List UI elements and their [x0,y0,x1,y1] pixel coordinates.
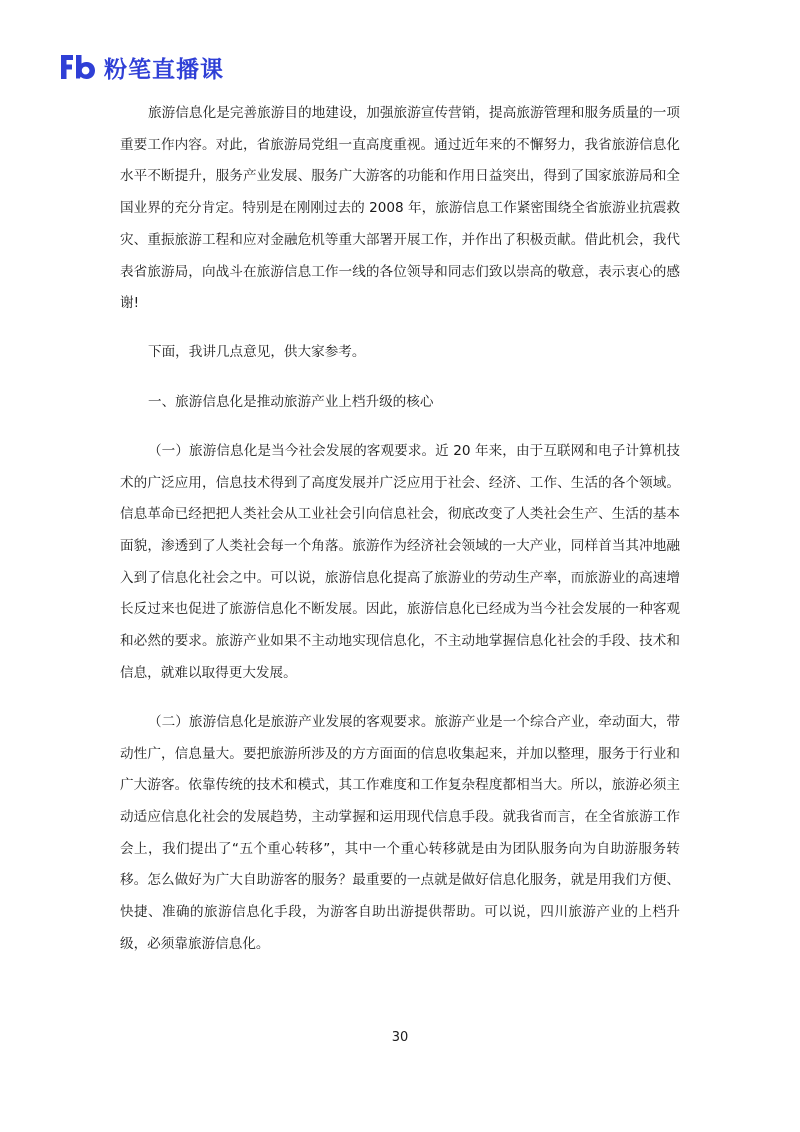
paragraph-intro: 旅游信息化是完善旅游目的地建设，加强旅游宣传营销，提高旅游管理和服务质量的一项重要工作内容。对此，省旅游局党组一直高度重视。通过近年来的不懈努力，我省旅游信息化水平不断提升，服务产业发展、服务广大游客的功能和作用日益突出，得到了国家旅游局和全国业界的充分肯定。特别是在刚刚过去的 2008 年，旅游信息工作紧密围绕全省旅游业抗震救灾、重振旅游工程和应对金融危机等重大部署开展工作，并作出了积极贡献。借此机会，我代表省旅游局，向战斗在旅游信息工作一线的各位领导和同志们致以崇高的敬意，表示衷心的感谢! [120,105,680,312]
section-heading-1: 一、旅游信息化是推动旅游产业上档升级的核心 [148,393,434,410]
page-number: 30 [391,1030,409,1045]
paragraph-subsection-2: （二）旅游信息化是旅游产业发展的客观要求。旅游产业是一个综合产业，牵动面大，带动性广，信息量大。要把旅游所涉及的方方面面的信息收集起来，并加以整理，服务于行业和广大游客。依靠传统的技术和模式，其工作难度和工作复杂程度都相当大。所以，旅游必须主动适应信息化社会的发展趋势，主动掌握和运用现代信息手段。就我省而言，在全省旅游工作会上，我们提出了“五个重心转移”，其中一个重心转移就是由为团队服务向为自助游服务转移。怎么做好为广大自助游客的服务？最重要的一点就是做好信息化服务，就是用我们方便、快捷、准确的旅游信息化手段，为游客自助出游提供帮助。可以说，四川旅游产业的上档升级，必须靠旅游信息化。 [120,713,680,952]
fenbi-fb-logo-icon [58,52,98,82]
brand-name: 粉笔直播课 [104,56,224,83]
page-header [58,50,224,84]
paragraph-subsection-1: （一）旅游信息化是当今社会发展的客观要求。近 20 年来，由于互联网和电子计算机技术的广泛应用，信息技术得到了高度发展并广泛应用于社会、经济、工作、生活的各个领域。信息革命已经把把人类社会从工业社会引向信息社会，彻底改变了人类社会生产、生活的基本面貌，渗透到了人类社会每一个角落。旅游作为经济社会领域的一大产业，同样首当其冲地融入到了信息化社会之中。可以说，旅游信息化提高了旅游业的劳动生产率，而旅游业的高速增长反过来也促进了旅游信息化不断发展。因此，旅游信息化已经成为当今社会发展的一种客观和必然的要求。旅游产业如果不主动地实现信息化，不主动地掌握信息化社会的手段、技术和信息，就难以取得更大发展。 [120,442,680,681]
document-body [120,98,680,978]
paragraph-opinion-lead: 下面，我讲几点意见，供大家参考。 [148,344,366,361]
